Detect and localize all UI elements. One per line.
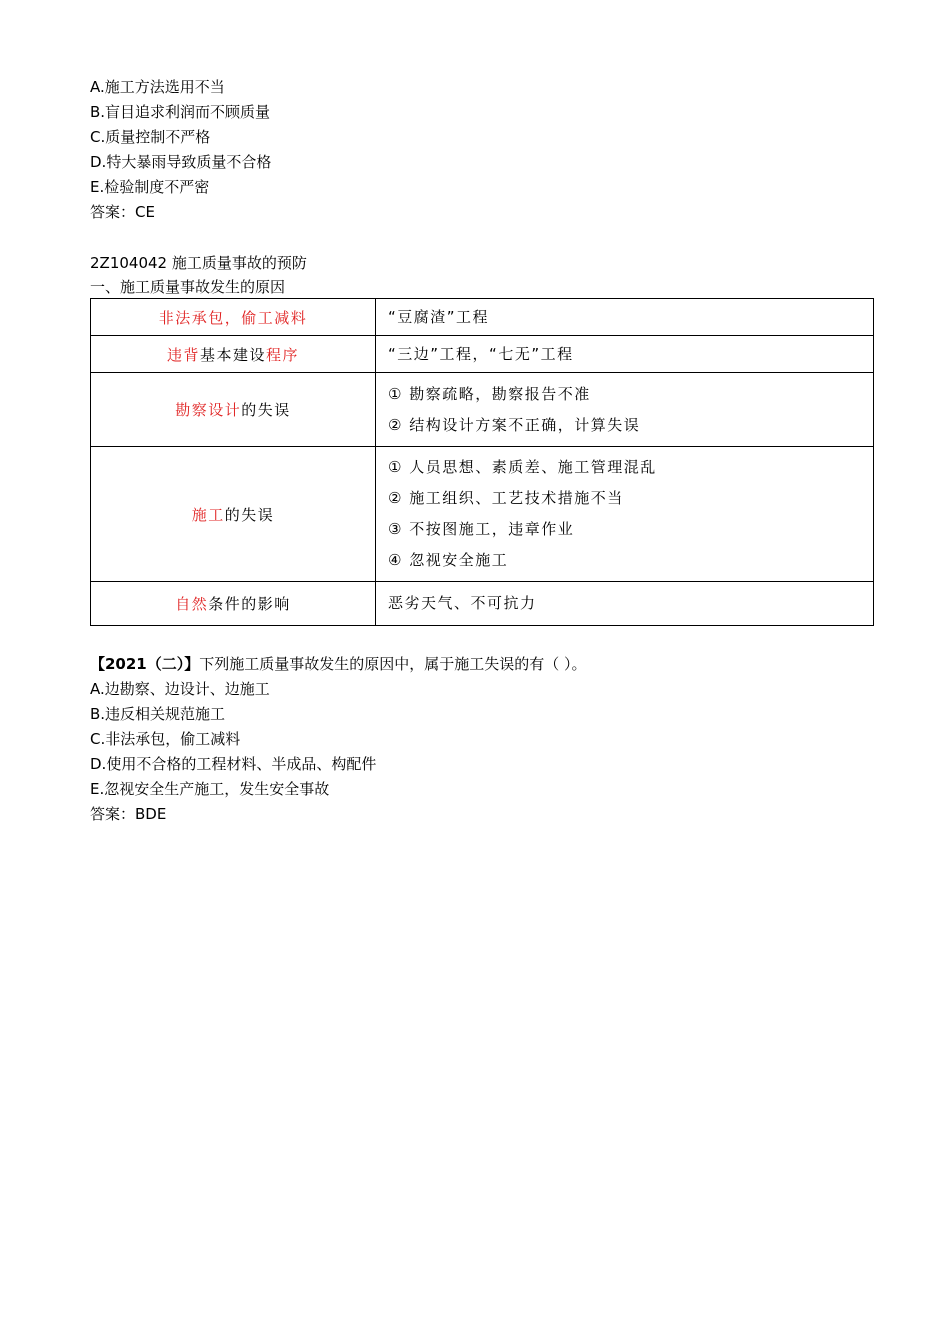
table-row — [91, 336, 874, 373]
q2-option-a: A.边勘察、边设计、边施工 — [90, 680, 270, 698]
cause-text: 程序 — [266, 345, 300, 364]
cause-result — [376, 447, 874, 582]
cause-text: 违背 — [166, 345, 200, 364]
cause-text: 自然 — [175, 595, 209, 613]
q1-answer: 答案：CE — [90, 203, 155, 221]
cause-category — [91, 299, 376, 336]
result-line: ② 施工组织、工艺技术措施不当 — [388, 489, 624, 507]
q1-option-e: E.检验制度不严密 — [90, 178, 210, 196]
q1-option-b: B.盲目追求利润而不顾质量 — [90, 103, 271, 121]
causes-table — [90, 298, 874, 626]
cause-result — [376, 336, 874, 373]
result-line: “三边”工程，“七无”工程 — [388, 344, 574, 363]
section-heading: 2Z104042 施工质量事故的预防 — [90, 254, 307, 272]
result-line: “豆腐渣”工程 — [388, 307, 490, 326]
cause-result — [376, 299, 874, 336]
q2-option-d: D.使用不合格的工程材料、半成品、构配件 — [90, 755, 377, 773]
cause-text: 勘察设计 — [175, 401, 242, 419]
table-row — [91, 373, 874, 447]
section-subheading: 一、施工质量事故发生的原因 — [90, 278, 286, 296]
cause-text: 条件的影响 — [208, 595, 291, 613]
table-row — [91, 582, 874, 626]
result-line: ③ 不按图施工，违章作业 — [388, 520, 575, 538]
result-line: ① 勘察疏略，勘察报告不准 — [388, 384, 591, 403]
q2-tag: 【2021（二）】 — [90, 655, 200, 673]
cause-result — [376, 582, 874, 626]
result-line: 恶劣天气、不可抗力 — [388, 594, 537, 612]
q2-option-b: B.违反相关规范施工 — [90, 705, 226, 723]
cause-text: 施工 — [191, 505, 225, 524]
cause-category — [91, 447, 376, 582]
table-row — [91, 299, 874, 336]
cause-text: 的失误 — [224, 505, 275, 524]
result-line: ② 结构设计方案不正确，计算失误 — [388, 415, 641, 434]
q1-option-a: A.施工方法选用不当 — [90, 78, 225, 96]
result-line: ④ 忽视安全施工 — [388, 551, 509, 569]
cause-text: 的失误 — [241, 401, 291, 419]
q2-answer: 答案：BDE — [90, 805, 167, 823]
cause-text: 基本建设 — [199, 345, 266, 364]
cause-text: 非法承包，偷工减料 — [158, 308, 308, 327]
q2-question-text: 下列施工质量事故发生的原因中，属于施工失误的有（ ）。 — [199, 655, 587, 673]
q2-question — [90, 654, 587, 674]
q2-option-e: E.忽视安全生产施工，发生安全事故 — [90, 780, 330, 798]
q1-option-d: D.特大暴雨导致质量不合格 — [90, 153, 272, 171]
result-line: ① 人员思想、素质差、施工管理混乱 — [388, 458, 657, 476]
cause-category — [91, 582, 376, 626]
cause-result — [376, 373, 874, 447]
table-row — [91, 447, 874, 582]
cause-category — [91, 373, 376, 447]
cause-category — [91, 336, 376, 373]
q2-option-c: C.非法承包，偷工减料 — [90, 730, 241, 748]
q1-option-c: C.质量控制不严格 — [90, 128, 211, 146]
